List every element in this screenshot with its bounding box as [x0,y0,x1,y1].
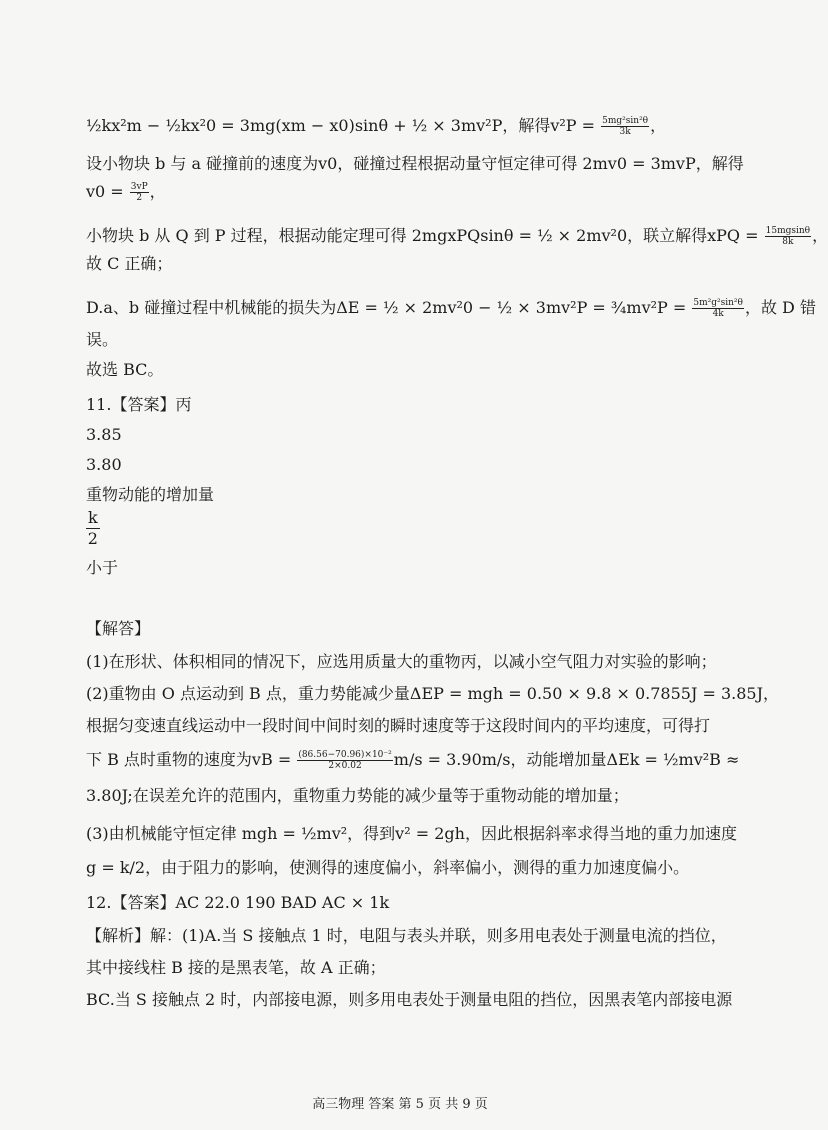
fraction: $\frac{k}{2}$ [87,508,98,548]
fraction: $\frac{\text{(86.56−70.96)×10⁻²}}{2\times 0.02}$ [298,750,392,771]
text-line: (2)重物由 O 点运动到 B 点，重力势能减少量ΔEP = mgh = 0.50 × 9.8 × 0.7855J = 3.85J， [86,684,780,703]
text-line: ½kx²m − ½kx²0 = 3mg(xm − x0)sinθ + ½ × 3mv²P，解得v²P = $\frac{\text{5mg²sin²θ}}{3k}$ ， [86,116,667,137]
fraction: $\frac{3vP}{2}$ [130,182,148,203]
page-footer: 高三物理 答案 第 5 页 共 9 页 [312,1097,488,1112]
text-line: D.a、b 碰撞过程中机械能的损失为ΔE = ½ × 2mv²0 − ½ × 3mv²P = ¾mv²P = $\frac{\text{5m²g²sin²θ}}{4k}$ ，故 D 错 [86,298,816,319]
text-line: g = k/2，由于阻力的影响，使测得的速度偏小，斜率偏小，测得的重力加速度偏小。 [86,858,690,877]
text-line: (3)由机械能守恒定律 mgh = ½mv²，得到v² = 2gh，因此根据斜率求得当地的重力加速度 [86,824,737,843]
text-line: 小物块 b 从 Q 到 P 过程，根据动能定理可得 2mgxPQsinθ = ½ × 2mv²0，联立解得xPQ = $\frac{15mgsin\theta}{8k}$ ， [86,226,828,247]
text-line: 3.80 [86,455,122,474]
text-line: 小于 [86,558,119,577]
text-line: 下 B 点时重物的速度为vB = $\frac{\text{(86.56−70.96)×10⁻²}}{2\times 0.02}$ m/s = 3.90m/s，动能增加量ΔEk = ½mv²B ≈ [86,750,740,771]
text-line: 重物动能的增加量 [86,485,215,504]
text-line: 其中接线柱 B 接的是黑表笔，故 A 正确； [86,958,386,977]
text-line: BC.当 S 接触点 2 时，内部接电源，则多用电表处于测量电阻的挡位，因黑表笔内部接电源 [86,990,733,1009]
text-line: 3.80J;在误差允许的范围内，重物重力势能的减少量等于重物动能的增加量； [86,786,629,805]
text-line: 设小物块 b 与 a 碰撞前的速度为v0，碰撞过程根据动量守恒定律可得 2mv0 = 3mvP，解得 [86,154,744,173]
fraction: $\frac{\text{5mg²sin²θ}}{3k}$ [602,116,649,137]
text-line: 故选 BC。 [86,360,164,379]
answer-heading: 11.【答案】丙 [86,395,192,414]
fraction: $\frac{\text{5m²g²sin²θ}}{4k}$ [693,298,743,319]
fraction: $\frac{15mgsin\theta}{8k}$ [765,226,811,247]
text-line: 故 C 正确； [86,254,173,273]
section-heading: 【解答】 [86,619,151,638]
text-line: 【解析】解：(1)A.当 S 接触点 1 时，电阻与表头并联，则多用电表处于测量电流的挡位， [86,926,727,945]
text-line: 3.85 [86,425,122,444]
answer-heading: 12.【答案】AC 22.0 190 BAD AC × 1k [86,893,390,912]
text-line: v0 = $\frac{3vP}{2}$ ， [86,182,166,203]
text-line: (1)在形状、体积相同的情况下，应选用质量大的重物丙，以减小空气阻力对实验的影响； [86,652,717,671]
text-line: 根据匀变速直线运动中一段时间中间时刻的瞬时速度等于这段时间内的平均速度，可得打 [86,716,711,735]
text-line: 误。 [86,330,119,349]
